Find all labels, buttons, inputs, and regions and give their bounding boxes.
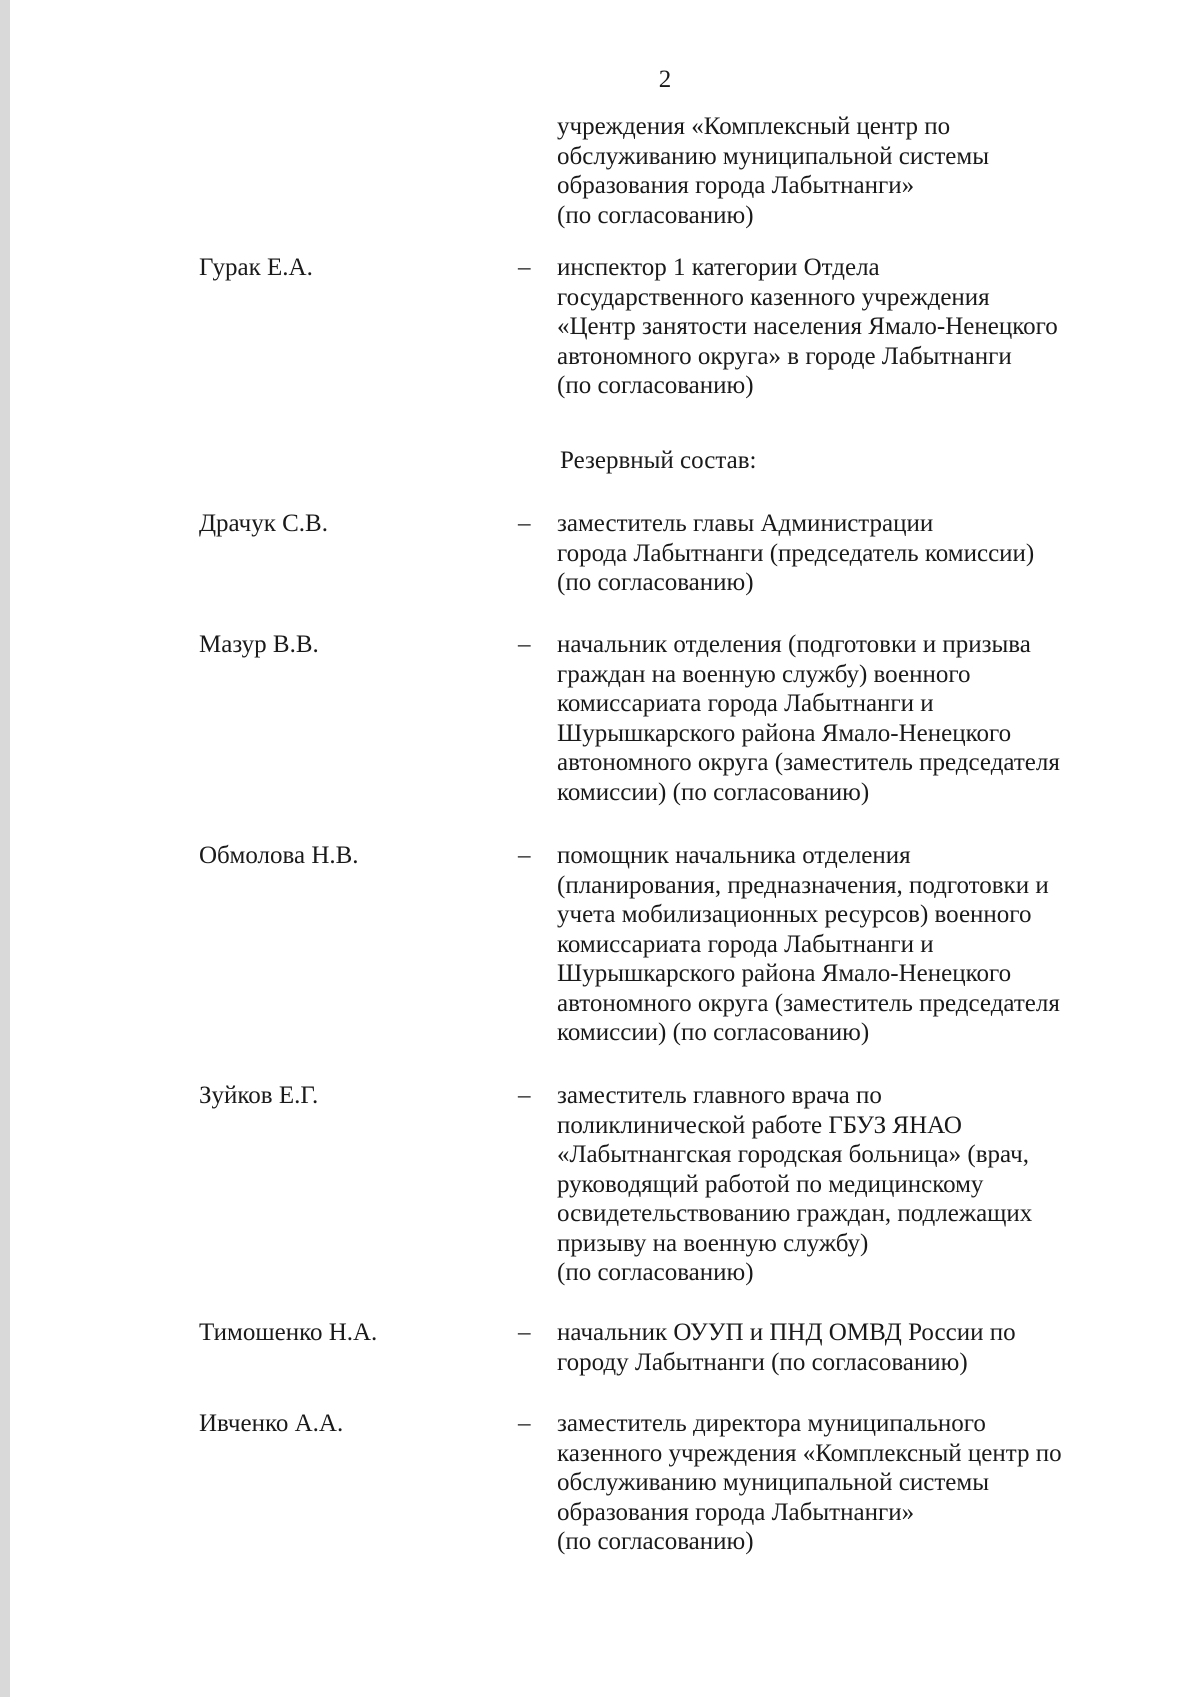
description-line: комиссариата города Лабытнанги и xyxy=(557,690,934,717)
description-line: «Лабытнангская городская больница» (врач, xyxy=(557,1141,1029,1168)
description-line: инспектор 1 категории Отдела xyxy=(557,254,880,281)
member-description xyxy=(557,253,1177,401)
member-description xyxy=(557,841,1177,1048)
dash-separator: – xyxy=(518,631,531,658)
description-line: начальник ОУУП и ПНД ОМВД России по xyxy=(557,1319,1016,1346)
dash-separator: – xyxy=(518,510,531,537)
member-name: Обмолова Н.В. xyxy=(199,842,359,869)
member-description xyxy=(557,509,1177,598)
description-line: комиссии) (по согласованию) xyxy=(557,1019,870,1046)
member-name: Гурак Е.А. xyxy=(199,254,313,281)
description-line: учета мобилизационных ресурсов) военного xyxy=(557,901,1032,928)
description-line: обслуживанию муниципальной системы xyxy=(557,142,989,170)
member-name: Мазур В.В. xyxy=(199,631,319,658)
description-line: заместитель главы Администрации xyxy=(557,510,934,537)
member-description xyxy=(557,630,1177,807)
description-line: автономного округа (заместитель председателя xyxy=(557,749,1060,776)
description-line: (планирования, предназначения, подготовки и xyxy=(557,871,1049,899)
description-line: Шурышкарского района Ямало-Ненецкого xyxy=(557,960,1012,987)
description-line: учреждения «Комплексный центр по xyxy=(557,113,951,140)
dash-separator: – xyxy=(518,1319,531,1346)
description-line: граждан на военную службу) военного xyxy=(557,660,971,688)
member-description xyxy=(557,1318,1177,1377)
description-line: «Центр занятости населения Ямало-Ненецкого xyxy=(557,313,1058,340)
description-line: (по согласованию) xyxy=(557,1528,754,1555)
description-line: обслуживанию муниципальной системы xyxy=(557,1469,989,1496)
reserve-heading: Резервный состав: xyxy=(560,447,757,474)
member-name: Зуйков Е.Г. xyxy=(199,1082,319,1109)
description-line: образования города Лабытнанги» xyxy=(557,172,915,199)
description-line: Шурышкарского района Ямало-Ненецкого xyxy=(557,719,1012,747)
description-line: (по согласованию) xyxy=(557,372,754,399)
dash-separator: – xyxy=(518,842,531,869)
description-line: помощник начальника отделения xyxy=(557,842,911,869)
description-line: автономного округа (заместитель председателя xyxy=(557,989,1060,1017)
dash-separator: – xyxy=(518,1082,531,1109)
description-line: комиссариата города Лабытнанги и xyxy=(557,930,934,958)
member-name: Драчук С.В. xyxy=(199,510,328,537)
description-line: (по согласованию) xyxy=(557,1259,754,1286)
description-line: заместитель главного врача по xyxy=(557,1082,882,1109)
dash-separator: – xyxy=(518,254,531,281)
description-line: руководящий работой по медицинскому xyxy=(557,1170,984,1198)
description-line: автономного округа» в городе Лабытнанги xyxy=(557,342,1012,370)
description-line: образования города Лабытнанги» xyxy=(557,1498,915,1526)
description-line: казенного учреждения «Комплексный центр по xyxy=(557,1439,1062,1467)
member-description xyxy=(557,1081,1177,1288)
description-line: освидетельствованию граждан, подлежащих xyxy=(557,1200,1033,1227)
description-line: начальник отделения (подготовки и призыва xyxy=(557,631,1031,658)
continued-description xyxy=(557,112,1177,230)
description-line: заместитель директора муниципального xyxy=(557,1410,986,1437)
page-number: 2 xyxy=(658,66,672,93)
member-name: Ивченко А.А. xyxy=(199,1410,344,1437)
description-line: поликлинической работе ГБУЗ ЯНАО xyxy=(557,1111,962,1139)
description-line: призыву на военную службу) xyxy=(557,1229,869,1257)
description-line: (по согласованию) xyxy=(557,569,754,596)
description-line: государственного казенного учреждения xyxy=(557,283,990,311)
description-line: комиссии) (по согласованию) xyxy=(557,778,870,806)
member-description xyxy=(557,1409,1177,1557)
description-line: города Лабытнанги (председатель комиссии) xyxy=(557,539,1035,567)
description-line: (по согласованию) xyxy=(557,201,754,229)
dash-separator: – xyxy=(518,1410,531,1437)
member-name: Тимошенко Н.А. xyxy=(199,1319,378,1346)
description-line: городу Лабытнанги (по согласованию) xyxy=(557,1348,968,1376)
